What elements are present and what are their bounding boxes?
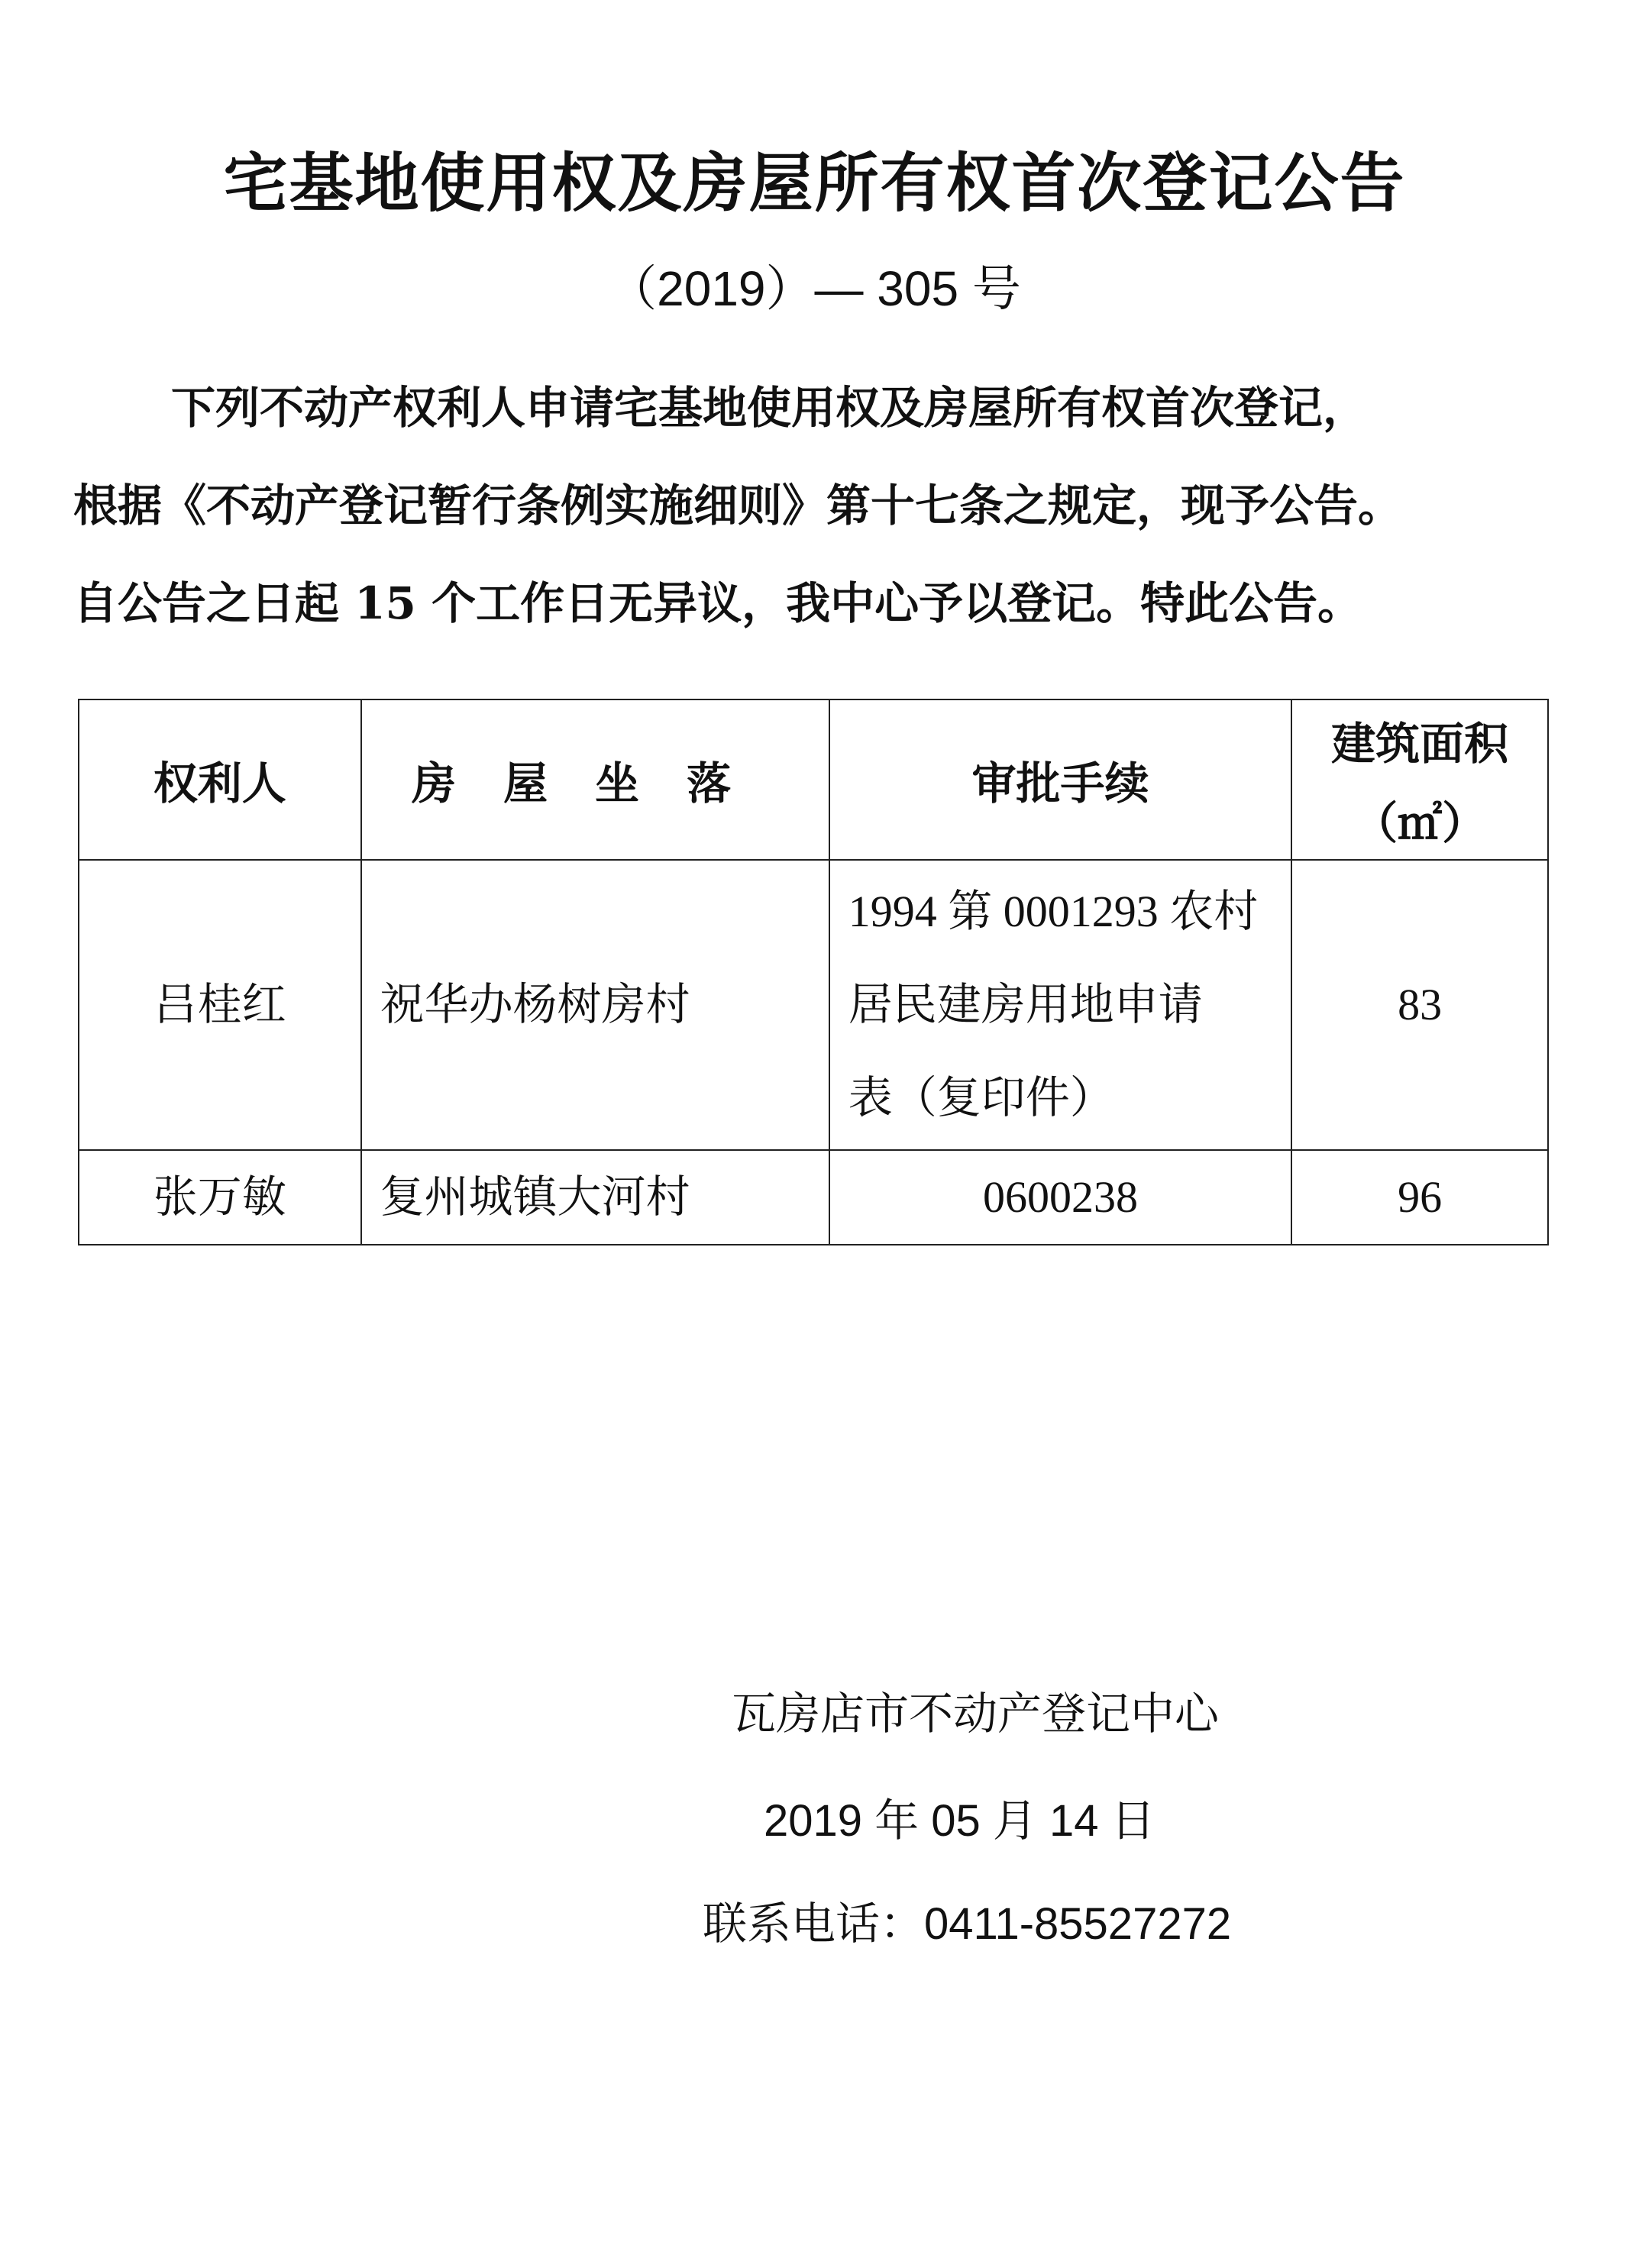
issuing-organization: 瓦房店市不动产登记中心 <box>732 1689 1220 1739</box>
header-location <box>361 699 829 860</box>
table-row <box>79 1150 1548 1245</box>
approval-line-3: 表（复印件） <box>848 1073 1114 1123</box>
header-approval: 审批手续 <box>829 699 1291 860</box>
cell-owner: 吕桂红 <box>79 860 361 1150</box>
page-title: 宅基地使用权及房屋所有权首次登记公告 <box>223 146 1406 221</box>
cell-area: 96 <box>1291 1150 1548 1245</box>
cell-location: 复州城镇大河村 <box>361 1150 829 1245</box>
cell-approval <box>829 860 1291 1150</box>
body-line-2: 根据《不动产登记暂行条例实施细则》第十七条之规定，现予公告。 <box>73 480 1403 531</box>
cell-location: 祝华办杨树房村 <box>361 860 829 1150</box>
body-line-3: 自公告之日起 15 个工作日无异议，我中心予以登记。特此公告。 <box>73 577 1362 629</box>
header-location-label: 房屋坐落 <box>412 758 779 809</box>
approval-line-2: 居民建房用地申请 <box>848 980 1203 1029</box>
cell-owner: 张万敏 <box>79 1150 361 1245</box>
header-area-label: 建筑面积 <box>1331 718 1509 770</box>
issue-date: 2019 年 05 月 14 日 <box>764 1796 1155 1846</box>
announcement-body <box>73 359 1570 652</box>
header-area-unit: （㎡） <box>1353 797 1487 849</box>
header-owner: 权利人 <box>79 699 361 860</box>
cell-area: 83 <box>1291 860 1548 1150</box>
document-number: （2019）— 305 号 <box>608 261 1021 316</box>
contact-phone: 联系电话：0411-85527272 <box>703 1899 1232 1949</box>
cell-approval: 0600238 <box>829 1150 1291 1245</box>
registration-table <box>78 699 1549 1245</box>
approval-line-1: 1994 第 0001293 农村 <box>848 887 1259 936</box>
header-area <box>1291 699 1548 860</box>
table-header-row <box>79 699 1548 860</box>
body-line-1: 下列不动产权利人申请宅基地使用权及房屋所有权首次登记， <box>171 382 1368 434</box>
table-row <box>79 860 1548 1150</box>
